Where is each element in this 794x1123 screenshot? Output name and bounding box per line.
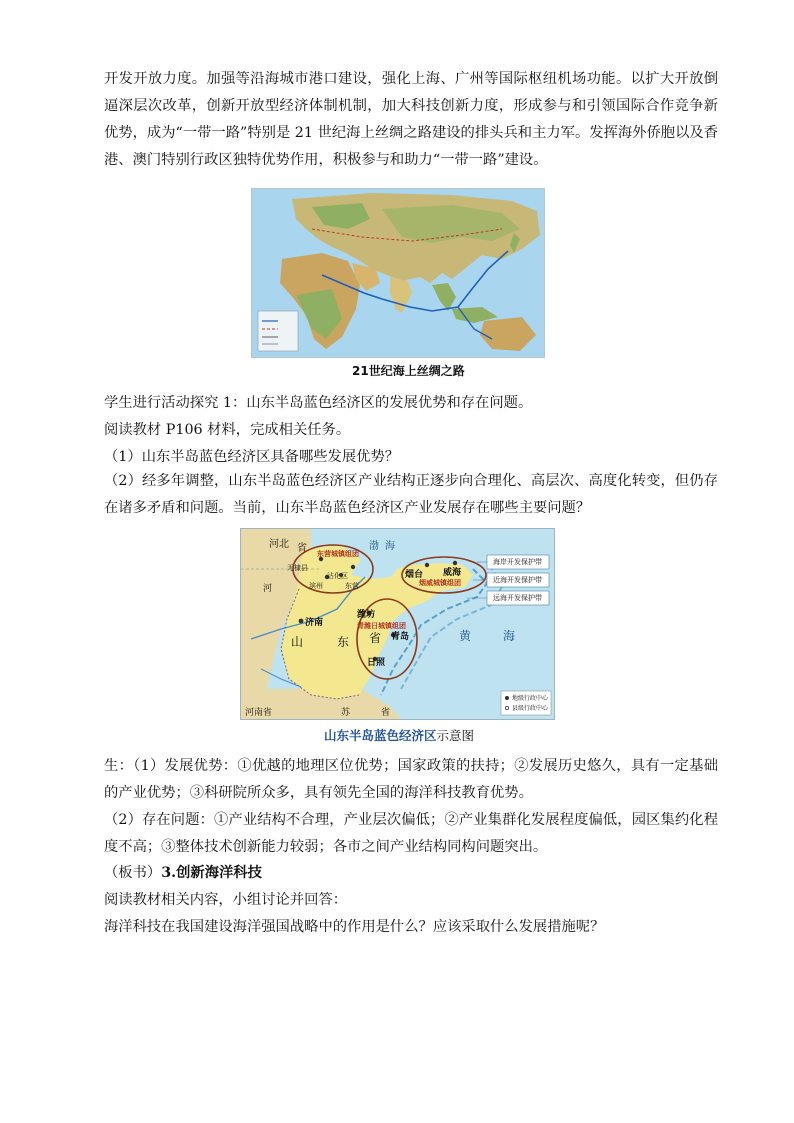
label-hebei: 河北 xyxy=(269,539,289,550)
figure2-caption-highlight: 山东半岛蓝色经济区 xyxy=(324,728,437,743)
label-bohai: 渤海 xyxy=(369,541,401,552)
label-henan: 河南省 xyxy=(245,708,273,718)
label-yantai: 烟台 xyxy=(405,570,424,580)
label-wudi: 无棣县 xyxy=(287,564,308,572)
legend-city-1: 地级行政中心 xyxy=(512,695,549,702)
figure2-caption-rest: 示意图 xyxy=(436,728,475,743)
intro-paragraph: 开发开放力度。加强等沿海城市港口建设，强化上海、广州等国际枢纽机场功能。以扩大开放倒逼深层次改革，创新开放型经济体制机制，加大科技创新力度，形成参与和引领国际合作竞争新优势，成为“一带一路”特别是 21 世纪海上丝绸之路建设的排头兵和主力军。发挥海外侨胞以及香港、澳门特别行政区独特优势作用，积极参与和助力“一带一路”建设。 xyxy=(104,71,718,168)
label-jinan: 济南 xyxy=(305,618,324,628)
board-prefix: （板书） xyxy=(104,865,162,881)
label-qingdao: 青岛 xyxy=(391,632,410,642)
label-zhanhua: 沾化区 xyxy=(327,572,348,580)
legend-sea-1: 海岸开发保护带 xyxy=(493,558,542,566)
label-huanghai-huang: 黄 xyxy=(459,629,472,643)
question-1: （1）山东半岛蓝色经济区具备哪些发展优势？ xyxy=(104,449,400,465)
answer-2: （2）存在问题：①产业结构不合理，产业层次偏低；②产业集群化发展程度偏低，园区集约化程度不高；③整体技术创新能力较弱；各市之间产业结构同构问题突出。 xyxy=(104,812,718,855)
label-he: 河 xyxy=(263,584,273,594)
label-binzhou: 滨州 xyxy=(309,582,323,590)
reading-task: 阅读教材 P106 材料，完成相关任务。 xyxy=(104,422,351,438)
board-heading xyxy=(104,862,262,882)
legend-sea-3: 远海开发保护带 xyxy=(493,594,542,602)
activity-title: 学生进行活动探究 1：山东半岛蓝色经济区的发展优势和存在问题。 xyxy=(104,395,533,411)
label-shan: 山 xyxy=(291,635,304,649)
label-yanwei-group: 烟威城镇组团 xyxy=(419,579,461,587)
label-rizhao: 日照 xyxy=(367,658,386,668)
label-dong: 东 xyxy=(337,635,350,649)
label-shandong-sheng: 省 xyxy=(369,631,382,645)
question-2: （2）经多年调整，山东半岛蓝色经济区产业结构正逐步向合理化、高层次、高度化转变，但仍存在诸多矛盾和问题。当前，山东半岛蓝色经济区产业发展存在哪些主要问题？ xyxy=(104,473,718,516)
label-weifang: 潍坊 xyxy=(357,610,376,620)
label-hebei-sheng: 省 xyxy=(297,543,307,554)
world-map-image xyxy=(252,189,544,357)
label-dongying-city: 东营 xyxy=(345,582,359,590)
maritime-silk-road-map xyxy=(251,188,545,358)
label-weihai: 威海 xyxy=(443,568,462,578)
figure1-caption: 21世纪海上丝绸之路 xyxy=(352,364,465,378)
shandong-blue-economic-zone-map xyxy=(240,528,555,720)
answer-1: 生：（1）发展优势：①优越的地理区位优势；国家政策的扶持；②发展历史悠久，具有一定基础的产业优势；③科研院所众多，具有领先全国的海洋科技教育优势。 xyxy=(104,758,718,801)
board-title: 3.创新海洋科技 xyxy=(161,865,262,881)
figure2-caption xyxy=(324,726,474,744)
legend-city-2: 县级行政中心 xyxy=(512,705,549,712)
discussion-question: 海洋科技在我国建设海洋强国战略中的作用是什么？应该采取什么发展措施呢？ xyxy=(104,919,605,935)
discussion-intro: 阅读教材相关内容，小组讨论并回答： xyxy=(104,892,348,908)
label-qingwei-group: 青潍日城镇组团 xyxy=(357,622,406,630)
label-jiangsu: 苏 xyxy=(341,708,351,718)
label-huanghai-hai: 海 xyxy=(503,629,516,643)
legend-sea-2: 近海开发保护带 xyxy=(493,576,542,584)
label-jiangsu-sheng: 省 xyxy=(381,708,391,718)
label-dongying-group: 东营城镇组团 xyxy=(317,550,359,558)
